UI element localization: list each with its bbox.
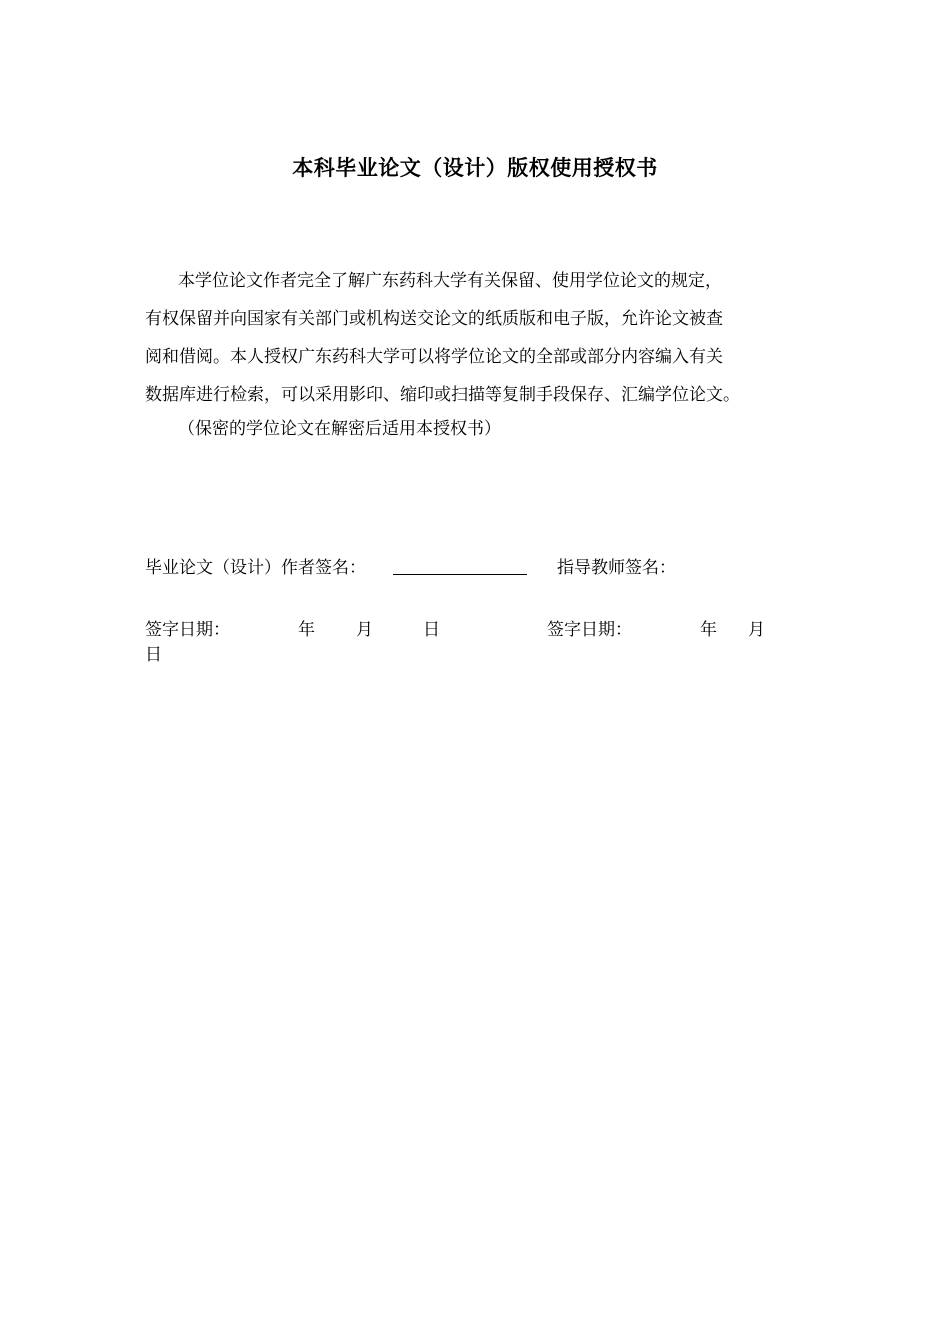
author-date-year: 年 — [298, 620, 315, 640]
advisor-date-month: 月 — [748, 620, 765, 640]
advisor-signature-label: 指导教师签名： — [557, 558, 676, 578]
author-signature-label: 毕业论文（设计）作者签名： — [145, 558, 366, 578]
body-line-3: 阅和借阅。本人授权广东药科大学可以将学位论文的全部或部分内容编入有关 — [145, 347, 723, 367]
advisor-date-day: 日 — [145, 645, 162, 665]
body-line-2: 有权保留并向国家有关部门或机构送交论文的纸质版和电子版，允许论文被查 — [145, 309, 723, 329]
confidential-note: （保密的学位论文在解密后适用本授权书） — [178, 419, 501, 439]
author-date-month: 月 — [356, 620, 373, 640]
advisor-date-year: 年 — [700, 620, 717, 640]
author-date-label: 签字日期： — [145, 620, 230, 640]
body-line-4: 数据库进行检索，可以采用影印、缩印或扫描等复制手段保存、汇编学位论文。 — [145, 385, 740, 405]
document-title: 本科毕业论文（设计）版权使用授权书 — [292, 156, 658, 180]
advisor-date-label: 签字日期： — [547, 620, 632, 640]
author-signature-line — [393, 574, 527, 575]
body-line-1: 本学位论文作者完全了解广东药科大学有关保留、使用学位论文的规定， — [178, 271, 722, 291]
author-date-day: 日 — [423, 620, 440, 640]
